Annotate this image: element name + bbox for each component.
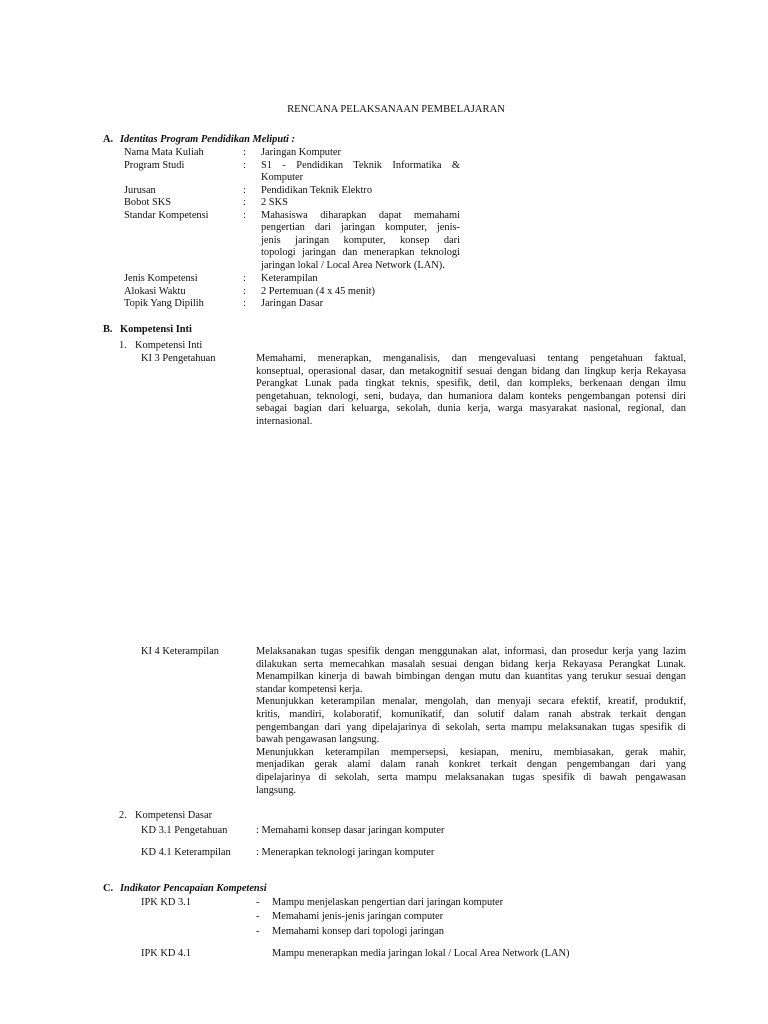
page-title: RENCANA PELAKSANAAN PEMBELAJARAN [287, 104, 505, 115]
identity-colon: : [243, 197, 246, 208]
identity-colon: : [243, 273, 246, 284]
kd41-label: KD 4.1 Keterampilan [141, 847, 231, 858]
identity-value: 2 SKS [261, 197, 288, 208]
identity-label: Bobot SKS [124, 197, 172, 208]
identity-label: Jenis Kompetensi [124, 273, 198, 284]
ki3-label: KI 3 Pengetahuan [141, 353, 216, 364]
section-c-heading [103, 883, 267, 896]
list-label: Kompetensi Inti [135, 340, 203, 351]
identity-colon: : [243, 159, 246, 171]
identity-colon: : [243, 147, 246, 158]
kd31-value: : Memahami konsep dasar jaringan komputer [256, 825, 445, 836]
list-number: 2. [119, 810, 127, 821]
identity-value: Keterampilan [261, 273, 318, 284]
bullet-dash: - [256, 911, 260, 922]
identity-colon: : [243, 285, 246, 297]
identity-value: Mahasiswa diharapkan dapat memahami pengertian dari jaringan komputer, jenis- jenis jaringan komputer, konsep dari topologi jaringan dan menerapkan teknologi jaringan lokal / Local Area Network (LAN). [261, 209, 460, 271]
ki3-text: Memahami, menerapkan, menganalisis, dan mengevaluasi tentang pengetahuan faktual, konseptual, operasional dasar, dan metakognitif sesuai dengan bidang dan lingkup kerja Rekayasa Perangkat Lunak pada tingkat teknis, spesifik, detil, dan kompleks, berkenaan dengan ilmu pengetahuan, teknologi, seni, budaya, dan humaniora dalam konteks pengembangan potensi diri sebagai bagian dari keluarga, sekolah, dunia kerja, warga masyarakat nasional, regional, dan internasional. [256, 353, 686, 427]
identity-value: Pendidikan Teknik Elektro [261, 184, 373, 196]
ki4-text: Melaksanakan tugas spesifik dengan menggunakan alat, informasi, dan prosedur kerja yang lazim dilakukan serta memecahkan masalah sesuai dengan bidang kerja Rekayasa Perangkat Lunak. Menampilkan kinerja di bawah bimbingan dengan mutu dan kuantitas yang terukur sesuai dengan standar kompetensi kerja. Menunjukkan keterampilan menalar, mengolah, dan menyaji secara efektif, kreatif, produktif, kritis, mandiri, kolaboratif, komunikatif, dan solutif dalam ranah abstrak terkait dengan pengembangan dari yang dipelajarinya di sekolah, serta mampu melaksanakan tugas spesifik di bawah pengawasan langsung. Menunjukkan keterampilan mempersepsi, kesiapan, meniru, membiasakan, gerak mahir, menjadikan gerak alami dalam ranah konkret terkait dengan pengembangan dari yang dipelajarinya di sekolah, serta mampu melaksanakan tugas spesifik di bawah pengawasan langsung. [256, 646, 686, 796]
section-a-title: Identitas Program Pendidikan Meliputi : [120, 134, 295, 145]
identity-value: Jaringan Dasar [261, 298, 324, 309]
identity-colon: : [243, 298, 246, 309]
identity-value: Jaringan Komputer [261, 147, 341, 158]
ipk41-label: IPK KD 4.1 [141, 948, 191, 959]
section-b-heading [103, 324, 192, 337]
section-b-title: Kompetensi Inti [120, 324, 192, 335]
ipk41-text: Mampu menerapkan media jaringan lokal / Local Area Network (LAN) [272, 948, 570, 959]
ipk31-item: Memahami jenis-jenis jaringan computer [272, 911, 444, 922]
identity-colon: : [243, 209, 246, 221]
kd31-label: KD 3.1 Pengetahuan [141, 825, 228, 836]
identity-label: Alokasi Waktu [124, 285, 186, 297]
identity-value: S1 - Pendidikan Teknik Informatika & Komputer [261, 159, 460, 184]
ipk31-item: Memahami konsep dari topologi jaringan [272, 926, 444, 937]
section-b-letter: B. [103, 324, 113, 335]
list-item-kompetensi-dasar [119, 810, 212, 823]
kd41-value: : Menerapkan teknologi jaringan komputer [256, 847, 435, 858]
identity-value: 2 Pertemuan (4 x 45 menit) [261, 285, 375, 297]
identity-label: Jurusan [124, 184, 156, 196]
list-item-kompetensi-inti [119, 340, 202, 353]
identity-label: Nama Mata Kuliah [124, 147, 204, 158]
section-a-letter: A. [103, 134, 114, 145]
identity-colon: : [243, 184, 246, 196]
section-c-title: Indikator Pencapaian Kompetensi [120, 883, 267, 894]
ipk31-item: Mampu menjelaskan pengertian dari jaringan komputer [272, 897, 504, 908]
bullet-dash: - [256, 926, 260, 937]
bullet-dash: - [256, 897, 260, 908]
ki4-label: KI 4 Keterampilan [141, 646, 219, 657]
identity-label: Standar Kompetensi [124, 209, 209, 221]
section-a-heading [103, 134, 295, 147]
identity-label: Topik Yang Dipilih [124, 298, 204, 309]
ipk31-label: IPK KD 3.1 [141, 897, 191, 908]
identity-label: Program Studi [124, 159, 185, 171]
section-c-letter: C. [103, 883, 114, 894]
list-number: 1. [119, 340, 127, 351]
list-label: Kompetensi Dasar [135, 810, 213, 821]
